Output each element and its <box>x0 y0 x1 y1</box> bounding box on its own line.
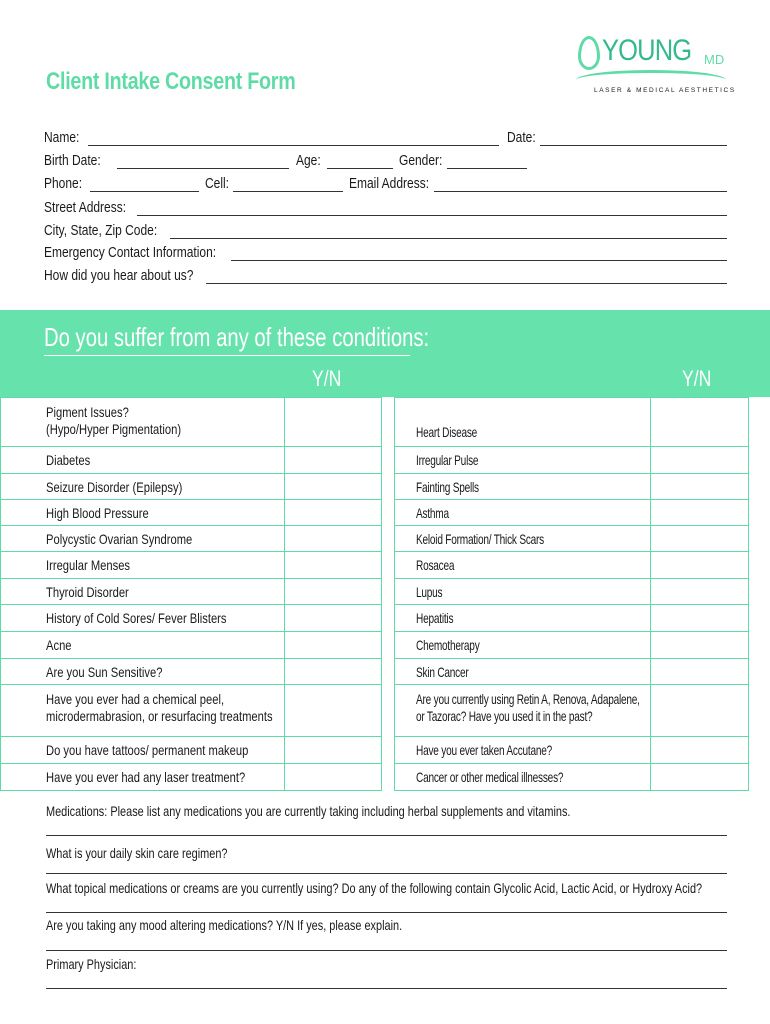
condition-label: Acne <box>46 637 72 653</box>
street-field[interactable] <box>137 215 727 216</box>
logo-suffix: MD <box>704 52 725 67</box>
condition-label: Have you ever had a chemical peel, microdermabrasion, or resurfacing treatments <box>46 691 273 724</box>
phone-field[interactable] <box>90 191 199 192</box>
phone-label: Phone: <box>44 175 83 192</box>
right-row-divider <box>394 397 749 398</box>
condition-label: Chemotherapy <box>416 637 480 653</box>
yn-answer-cell[interactable] <box>286 553 379 577</box>
yn-answer-cell[interactable] <box>286 475 379 498</box>
yn-answer-cell[interactable] <box>652 527 746 550</box>
yn-answer-cell[interactable] <box>652 580 746 603</box>
yn-answer-cell[interactable] <box>286 606 379 630</box>
right-row-divider <box>394 658 749 659</box>
condition-label: Have you ever taken Accutane? <box>416 742 553 758</box>
right-row-divider <box>394 790 749 791</box>
condition-label: Keloid Formation/ Thick Scars <box>416 530 545 547</box>
gender-field[interactable] <box>447 168 527 169</box>
condition-label: Rosacea <box>416 557 455 573</box>
condition-label: Polycystic Ovarian Syndrome <box>46 530 193 547</box>
medications-field[interactable] <box>46 835 727 836</box>
age-field[interactable] <box>327 168 393 169</box>
right-row-divider <box>394 684 749 685</box>
yn-answer-cell[interactable] <box>286 399 379 445</box>
regimen-field[interactable] <box>46 873 727 874</box>
left-row-divider <box>0 499 382 500</box>
condition-label: Fainting Spells <box>416 478 479 495</box>
left-row-divider <box>0 604 382 605</box>
hear-field[interactable] <box>206 283 727 284</box>
left-row-divider <box>0 551 382 552</box>
right-table-start <box>394 397 395 791</box>
yn-answer-cell[interactable] <box>286 765 379 789</box>
email-field[interactable] <box>434 191 727 192</box>
condition-label: Thyroid Disorder <box>46 583 129 600</box>
yn-answer-cell[interactable] <box>652 660 746 683</box>
left-table-edge <box>0 397 1 791</box>
cell-field[interactable] <box>233 191 343 192</box>
left-row-divider <box>0 446 382 447</box>
yn-answer-cell[interactable] <box>652 448 746 472</box>
age-label: Age: <box>296 152 321 169</box>
birth-date-field[interactable] <box>117 168 289 169</box>
left-row-divider <box>0 397 382 398</box>
right-table-edge <box>748 397 749 791</box>
right-row-divider <box>394 446 749 447</box>
brand-logo <box>572 30 736 100</box>
medications-question: Medications: Please list any medications you are currently taking including herbal supplements and vitamins. <box>46 803 571 819</box>
form-title: Client Intake Consent Form <box>46 68 296 95</box>
street-label: Street Address: <box>44 199 127 216</box>
yn-answer-cell[interactable] <box>652 738 746 762</box>
topical-field[interactable] <box>46 912 727 913</box>
right-row-divider <box>394 763 749 764</box>
yn-answer-cell[interactable] <box>652 686 746 735</box>
name-field[interactable] <box>88 145 499 146</box>
leaf-icon <box>578 36 600 70</box>
right-yn-divider <box>650 397 651 791</box>
left-row-divider <box>0 473 382 474</box>
right-row-divider <box>394 736 749 737</box>
left-row-divider <box>0 631 382 632</box>
yn-answer-cell[interactable] <box>652 553 746 577</box>
yn-header-right: Y/N <box>682 366 712 391</box>
left-row-divider <box>0 525 382 526</box>
condition-label: Irregular Menses <box>46 557 131 573</box>
date-label: Date: <box>507 129 536 146</box>
yn-header-left: Y/N <box>312 366 342 391</box>
condition-label: Do you have tattoos/ permanent makeup <box>46 742 249 758</box>
logo-tagline: LASER & MEDICAL AESTHETICS <box>594 87 736 94</box>
condition-label: Cancer or other medical illnesses? <box>416 769 564 785</box>
condition-label: Are you Sun Sensitive? <box>46 663 163 680</box>
condition-label: Irregular Pulse <box>416 452 479 468</box>
condition-label: Lupus <box>416 583 443 600</box>
yn-answer-cell[interactable] <box>286 660 379 683</box>
regimen-question: What is your daily skin care regimen? <box>46 845 228 861</box>
left-row-divider <box>0 790 382 791</box>
right-row-divider <box>394 525 749 526</box>
hear-label: How did you hear about us? <box>44 267 194 284</box>
right-row-divider <box>394 499 749 500</box>
left-yn-divider <box>284 397 285 791</box>
condition-label: Are you currently using Retin A, Renova, Adapalene, or Tazorac? Have you used it in the past? <box>416 691 640 724</box>
heading-underline <box>44 355 410 356</box>
condition-label: History of Cold Sores/ Fever Blisters <box>46 610 227 626</box>
logo-word: YOUNG <box>602 34 692 67</box>
condition-label: Diabetes <box>46 452 91 468</box>
city-field[interactable] <box>170 238 727 239</box>
mood-question: Are you taking any mood altering medications? Y/N If yes, please explain. <box>46 917 403 933</box>
email-label: Email Address: <box>349 175 430 192</box>
condition-label: Seizure Disorder (Epilepsy) <box>46 478 183 495</box>
left-row-divider <box>0 736 382 737</box>
left-table-end <box>381 397 382 791</box>
mood-field[interactable] <box>46 950 727 951</box>
yn-answer-cell[interactable] <box>286 686 379 735</box>
yn-answer-cell[interactable] <box>286 738 379 762</box>
date-field[interactable] <box>540 145 727 146</box>
right-row-divider <box>394 631 749 632</box>
gender-label: Gender: <box>399 152 443 169</box>
left-row-divider <box>0 658 382 659</box>
condition-label: High Blood Pressure <box>46 504 149 521</box>
yn-answer-cell[interactable] <box>652 606 746 630</box>
yn-answer-cell[interactable] <box>652 475 746 498</box>
city-label: City, State, Zip Code: <box>44 222 158 239</box>
yn-answer-cell[interactable] <box>652 501 746 524</box>
yn-answer-cell[interactable] <box>652 765 746 789</box>
condition-label: Heart Disease <box>416 424 478 440</box>
right-row-divider <box>394 473 749 474</box>
condition-label: Hepatitis <box>416 610 454 626</box>
right-row-divider <box>394 551 749 552</box>
yn-answer-cell[interactable] <box>286 527 379 550</box>
physician-question: Primary Physician: <box>46 956 137 972</box>
condition-label: Have you ever had any laser treatment? <box>46 769 246 785</box>
yn-answer-cell[interactable] <box>286 501 379 524</box>
yn-answer-cell[interactable] <box>652 399 746 445</box>
birth-date-label: Birth Date: <box>44 152 101 169</box>
yn-answer-cell[interactable] <box>286 448 379 472</box>
right-row-divider <box>394 578 749 579</box>
emergency-field[interactable] <box>231 260 727 261</box>
yn-answer-cell[interactable] <box>286 633 379 657</box>
left-row-divider <box>0 763 382 764</box>
emergency-label: Emergency Contact Information: <box>44 244 217 261</box>
name-label: Name: <box>44 129 80 146</box>
condition-label: Pigment Issues? (Hypo/Hyper Pigmentation) <box>46 404 182 437</box>
conditions-heading: Do you suffer from any of these conditions: <box>44 322 430 352</box>
cell-label: Cell: <box>205 175 230 192</box>
right-row-divider <box>394 604 749 605</box>
swoosh-icon <box>576 70 726 82</box>
yn-answer-cell[interactable] <box>652 633 746 657</box>
condition-label: Asthma <box>416 504 449 521</box>
left-row-divider <box>0 578 382 579</box>
condition-label: Skin Cancer <box>416 663 469 680</box>
left-row-divider <box>0 684 382 685</box>
topical-question: What topical medications or creams are you currently using? Do any of the following contain Glycolic Acid, Lactic Acid, or Hydroxy Acid? <box>46 880 703 896</box>
physician-field[interactable] <box>46 988 727 989</box>
yn-answer-cell[interactable] <box>286 580 379 603</box>
